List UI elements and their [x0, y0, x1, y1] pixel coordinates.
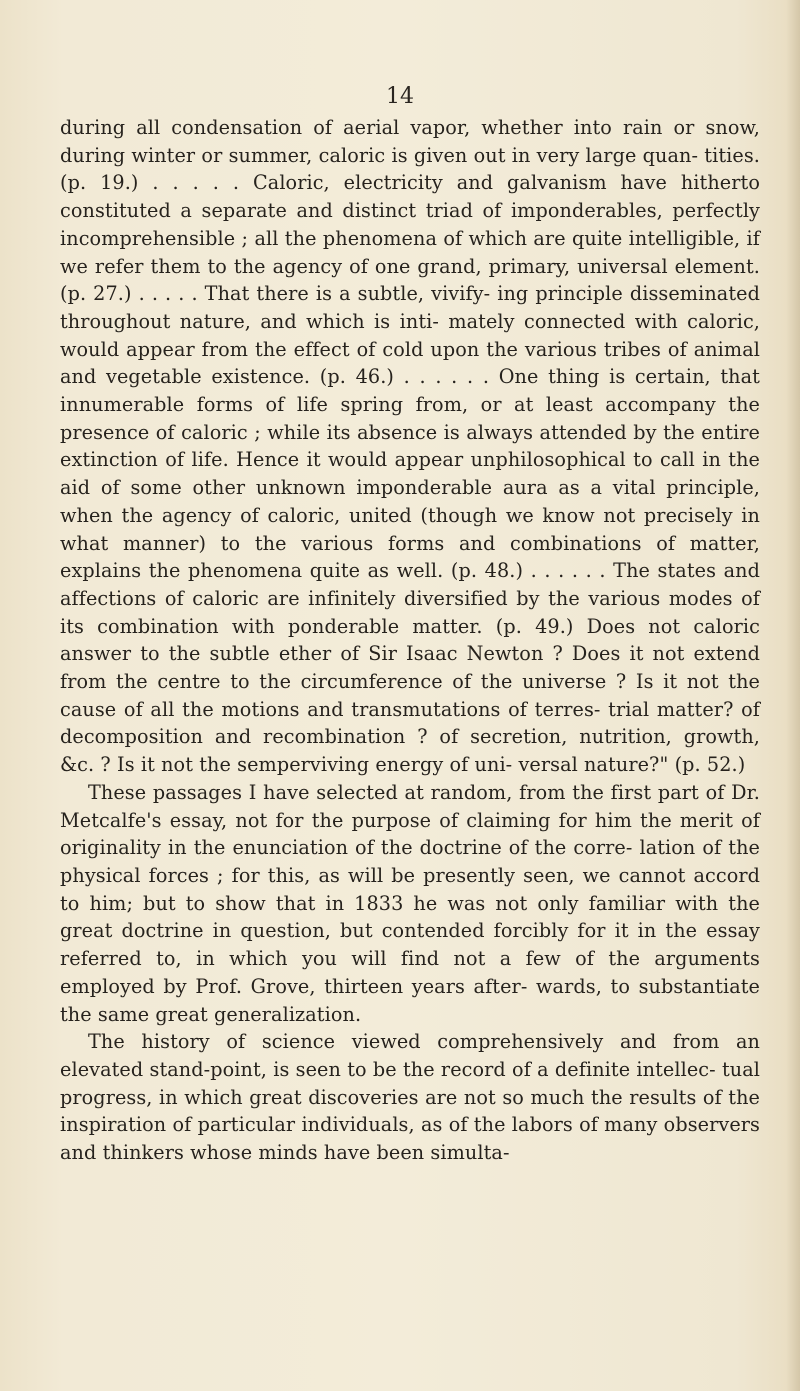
- page-number: 14: [386, 84, 414, 109]
- paragraph-1: during all condensation of aerial vapor, whether into rain or snow, during winter or summer, caloric is given out in very large quan- tities. (p. 19.) . . . . . Caloric, electricity and galvanism have hitherto constituted a separate and distinct triad of imponderables, perfectly incomprehensible ; all the phenomena of which are quite intelligible, if we refer them to the agency of one grand, primary, universal element. (p. 27.) . . . . . That there is a subtle, vivify- ing principle disseminated throughout nature, and which is inti- mately connected with caloric, would appear from the effect of cold upon the various tribes of animal and vegetable existence. (p. 46.) . . . . . . One thing is certain, that innumerable forms of life spring from, or at least accompany the presence of caloric ; while its absence is always attended by the entire extinction of life. Hence it would appear unphilosophical to call in the aid of some other unknown imponderable aura as a vital principle, when the agency of caloric, united (though we know not precisely in what manner) to the various forms and combinations of matter, explains the phenomena quite as well. (p. 48.) . . . . . . The states and affections of caloric are infinitely diversified by the various modes of its combination with ponderable matter. (p. 49.) Does not caloric answer to the subtle ether of Sir Isaac Newton ? Does it not extend from the centre to the circumference of the universe ? Is it not the cause of all the motions and transmutations of terres- trial matter? of decomposition and recombination ? of secretion, nutrition, growth, &c. ? Is it not the semperviving energy of uni- versal nature?" (p. 52.): [60, 116, 760, 777]
- page-edge-shadow: [786, 0, 800, 1391]
- paragraph-3: The history of science viewed comprehensively and from an elevated stand-point, is seen to be the record of a definite intellec- tual progress, in which great discoveries are not so much the results of the inspiration of particular individuals, as of the labors of many observers and thinkers whose minds have been simulta-: [60, 1030, 760, 1165]
- body-text: [60, 114, 760, 1167]
- paragraph-2: These passages I have selected at random, from the first part of Dr. Metcalfe's essay, not for the purpose of claiming for him the merit of originality in the enunciation of the doctrine of the corre- lation of the physical forces ; for this, as will be presently seen, we cannot accord to him; but to show that in 1833 he was not only familiar with the great doctrine in question, but contended forcibly for it in the essay referred to, in which you will find not a few of the arguments employed by Prof. Grove, thirteen years after- wards, to substantiate the same great generalization.: [60, 780, 760, 1026]
